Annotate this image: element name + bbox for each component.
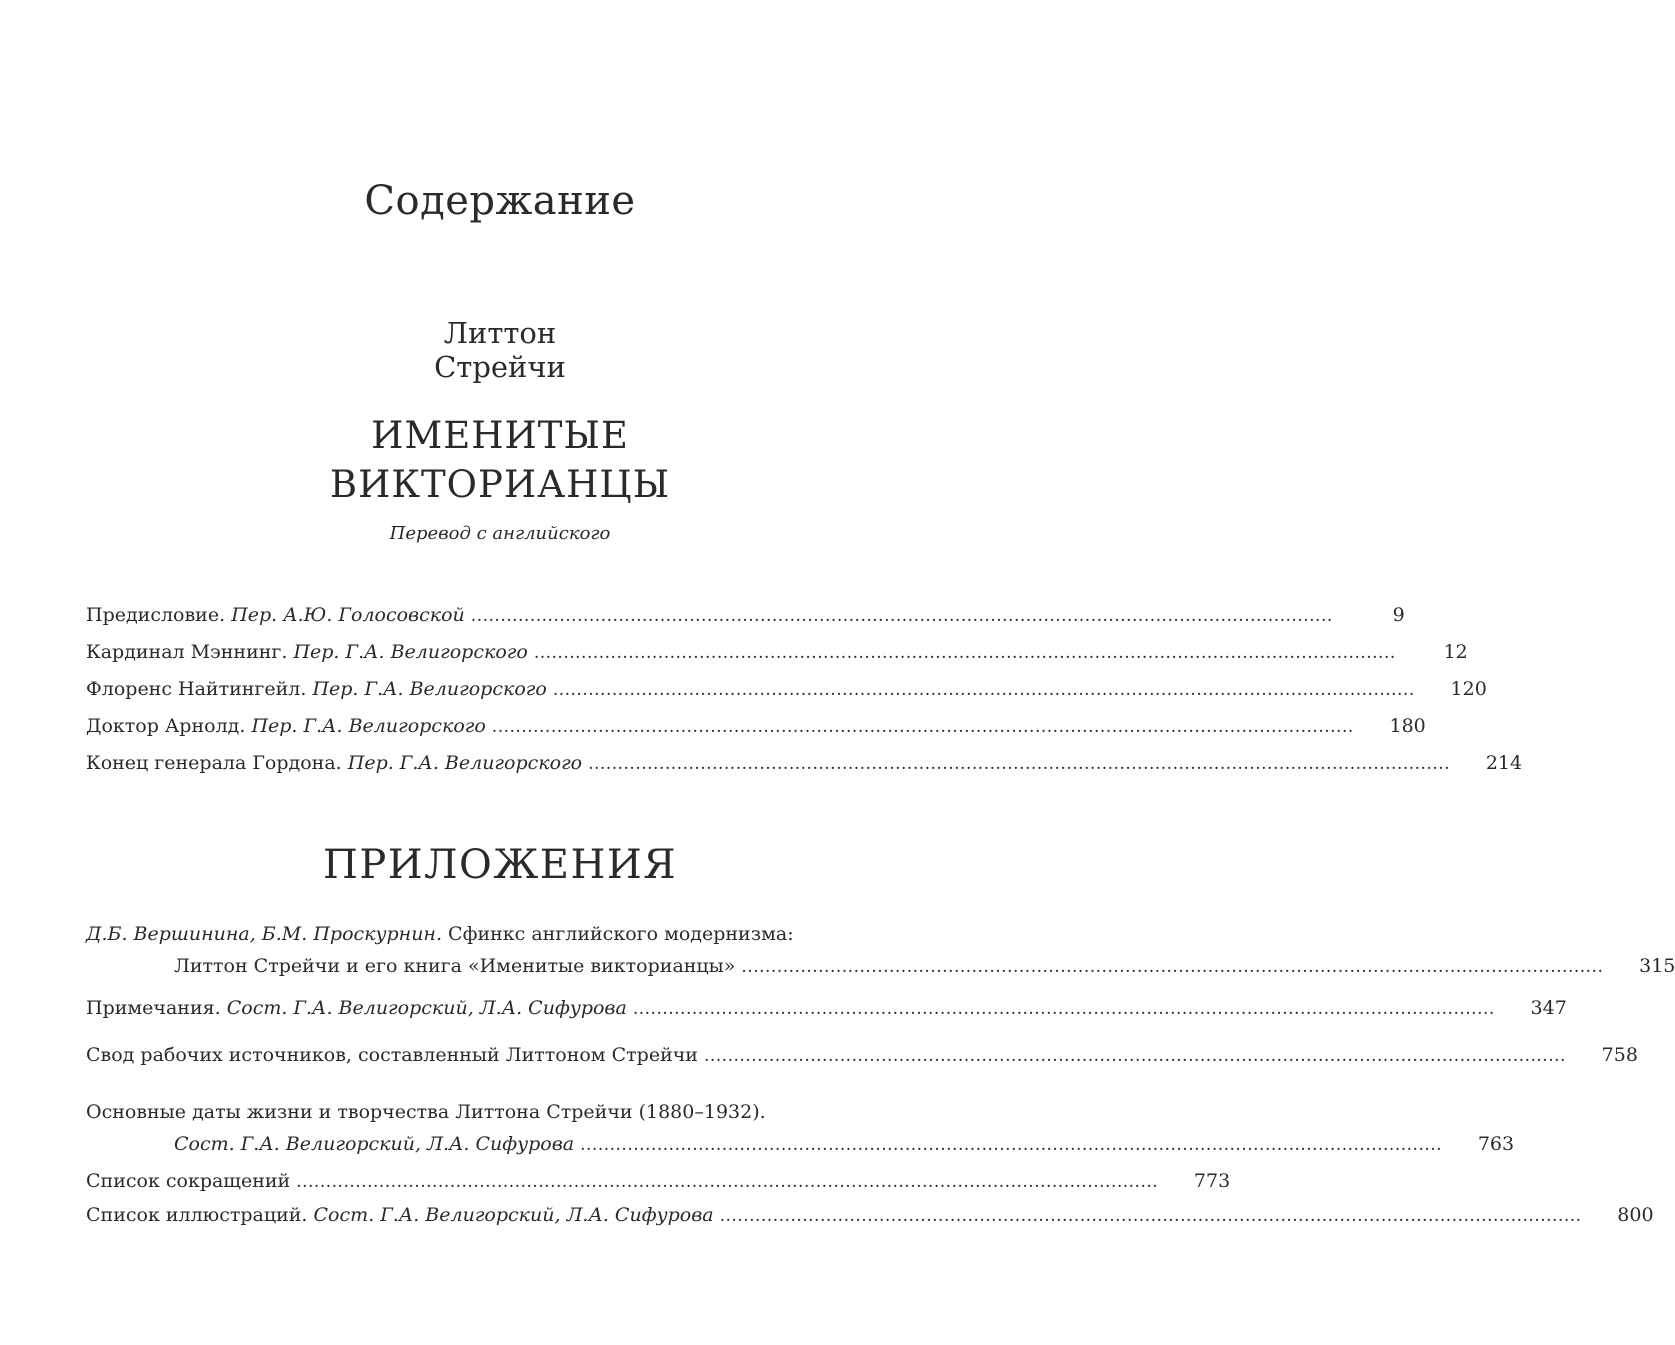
dot-leader: ..................................................................................................................................................: [719, 1206, 1582, 1226]
entry-title: Доктор Арнолд.: [86, 715, 246, 737]
entry-compilers: Сост. Г.А. Велигорский, Л.А. Сифурова: [174, 1133, 575, 1155]
dot-leader: ..................................................................................................................................................: [580, 1135, 1443, 1155]
entry-translator: Пер. Г.А. Велигорского: [312, 678, 547, 700]
entry-compilers: Сост. Г.А. Велигорский, Л.А. Сифурова: [313, 1204, 714, 1226]
toc-entry[interactable]: [86, 752, 1523, 789]
translation-note: Перевод с английского: [389, 523, 611, 544]
toc-entry[interactable]: [86, 1170, 1231, 1204]
entry-title: Флоренс Найтингейл.: [86, 678, 307, 700]
toc-entry[interactable]: [86, 604, 1405, 641]
dot-leader: ..................................................................................................................................................: [632, 999, 1495, 1019]
entry-title-continuation: Литтон Стрейчи и его книга «Именитые викторианцы»: [174, 955, 736, 977]
entry-title: Конец генерала Гордона.: [86, 752, 342, 774]
entry-page-number: 758: [1601, 1044, 1638, 1066]
entry-title: Примечания.: [86, 997, 221, 1019]
entry-title: Свод рабочих источников, составленный Литтоном Стрейчи: [86, 1044, 698, 1066]
entry-page-number: 120: [1450, 678, 1487, 700]
entry-title: Сфинкс английского модернизма:: [448, 923, 794, 945]
entry-translator: Пер. Г.А. Велигорского: [347, 752, 583, 774]
book-title-line-2: ВИКТОРИАНЦЫ: [329, 463, 671, 506]
entry-title: Список иллюстраций.: [86, 1204, 308, 1226]
toc-entry[interactable]: [86, 923, 1675, 992]
author-last-name: Стрейчи: [434, 350, 566, 384]
toc-entry[interactable]: [86, 641, 1468, 678]
entry-title: Предисловие.: [86, 604, 226, 626]
toc-entry[interactable]: [86, 992, 1567, 1044]
entry-page-number: 9: [1392, 604, 1405, 626]
author-first-name: Литтон: [443, 316, 557, 350]
dot-leader: ..................................................................................................................................................: [741, 957, 1604, 977]
dot-leader: ..................................................................................................................................................: [703, 1046, 1566, 1066]
entry-title: Основные даты жизни и творчества Литтона Стрейчи (1880–1932).: [86, 1101, 766, 1123]
entry-translator: Пер. Г.А. Велигорского: [293, 641, 528, 663]
entry-translator: Пер. Г.А. Велигорского: [251, 715, 486, 737]
entry-page-number: 763: [1477, 1133, 1515, 1155]
appendix-toc-list: [86, 923, 1675, 1238]
page-title: Содержание: [364, 178, 636, 224]
toc-entry[interactable]: [86, 678, 1487, 715]
toc-entry[interactable]: [86, 1204, 1654, 1238]
entry-title: Список сокращений: [86, 1170, 291, 1192]
entry-page-number: 214: [1485, 752, 1523, 774]
dot-leader: ..................................................................................................................................................: [296, 1172, 1159, 1192]
entry-page-number: 12: [1443, 641, 1468, 663]
dot-leader: ..................................................................................................................................................: [533, 643, 1396, 663]
entry-page-number: 180: [1389, 715, 1426, 737]
main-toc-list: [86, 604, 1523, 789]
entry-authors: Д.Б. Вершинина, Б.М. Проскурнин.: [86, 923, 442, 945]
dot-leader: ..................................................................................................................................................: [552, 680, 1415, 700]
toc-entry[interactable]: [86, 1101, 1515, 1170]
entry-title: Кардинал Мэннинг.: [86, 641, 288, 663]
entry-page-number: 773: [1193, 1170, 1231, 1192]
appendix-heading: ПРИЛОЖЕНИЯ: [322, 842, 678, 888]
entry-compilers: Сост. Г.А. Велигорский, Л.А. Сифурова: [226, 997, 627, 1019]
dot-leader: ..................................................................................................................................................: [470, 606, 1333, 626]
toc-entry[interactable]: [86, 715, 1426, 752]
book-title-line-1: ИМЕНИТЫЕ: [371, 414, 629, 457]
dot-leader: ..................................................................................................................................................: [588, 754, 1451, 774]
entry-page-number: 800: [1617, 1204, 1654, 1226]
dot-leader: ..................................................................................................................................................: [491, 717, 1354, 737]
entry-translator: Пер. А.Ю. Голосовской: [231, 604, 465, 626]
entry-page-number: 347: [1530, 997, 1567, 1019]
toc-entry[interactable]: [86, 1044, 1638, 1101]
entry-page-number: 315: [1639, 955, 1675, 977]
